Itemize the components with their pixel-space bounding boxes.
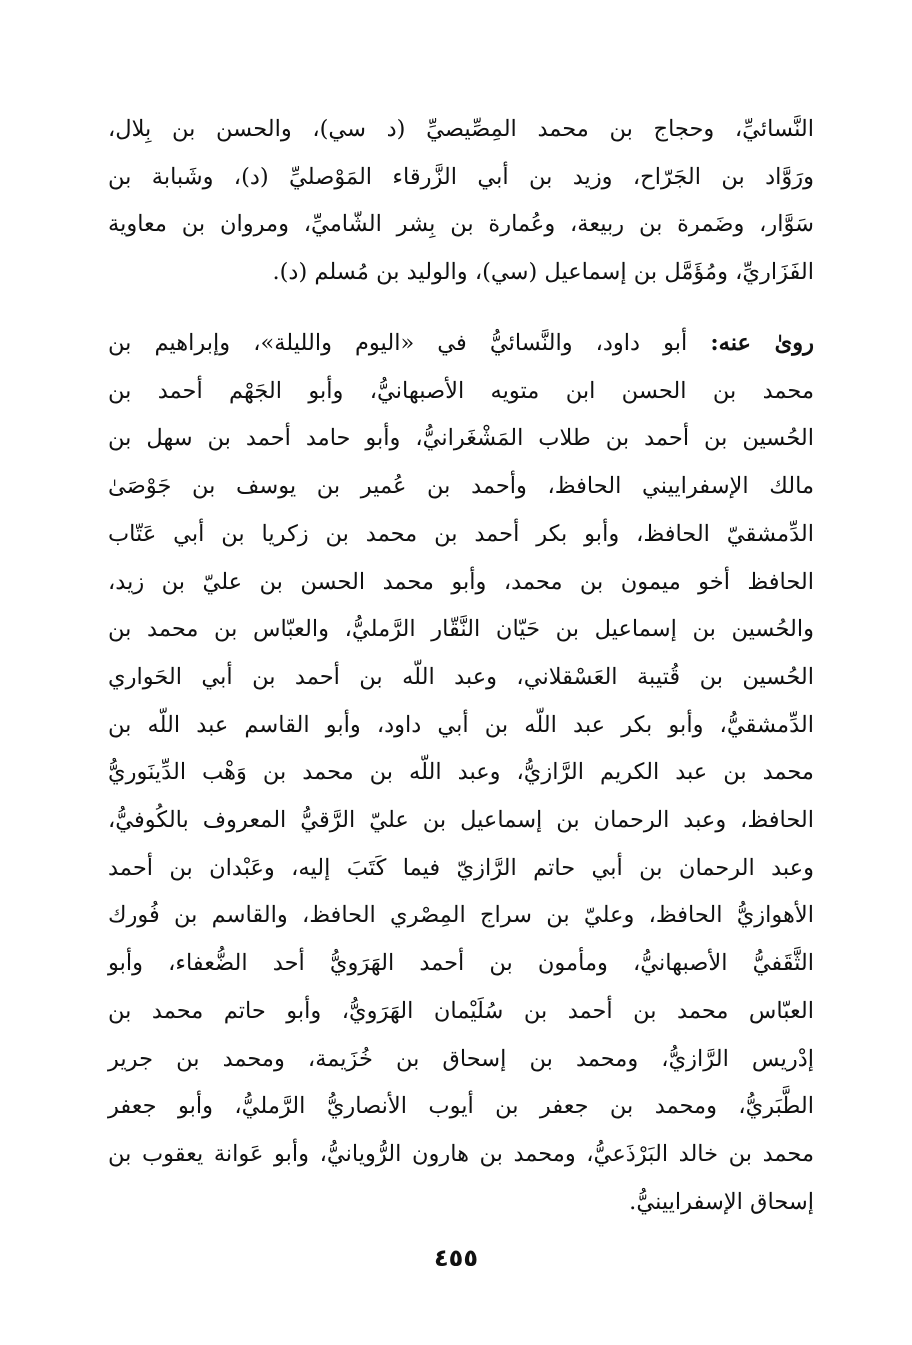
text-line: الدِّمشقيُّ، وأبو بكر عبد اللّه بن أبي داود، وأبو القاسم عبد اللّه بن xyxy=(108,711,814,738)
paragraph-narrators xyxy=(108,320,814,1226)
text-line: ورَوَّاد بن الجَرّاح، وزيد بن أبي الزَّرقاء المَوْصليِّ (د)، وشَبابة بن xyxy=(108,163,814,190)
text-line: وعبد الرحمان بن أبي حاتم الرَّازيّ فيما كَتَبَ إليه، وعَبْدان بن أحمد xyxy=(108,854,814,881)
text-line: إسحاق الإسفرايينيُّ. xyxy=(629,1188,814,1215)
text-line: الحُسين بن قُتيبة العَسْقلاني، وعبد اللّه بن أحمد بن أبي الحَواري xyxy=(108,663,814,690)
paragraph-teachers xyxy=(108,106,814,297)
section-lead: روىٰ عنه: xyxy=(710,330,814,356)
text-line: سَوَّار، وضَمرة بن ربيعة، وعُمارة بن بِشر الشّاميِّ، ومروان بن معاوية xyxy=(108,211,814,238)
text-line: الحافظ، وعبد الرحمان بن إسماعيل بن عليّ الرَّقيُّ المعروف بالكُوفيُّ، xyxy=(108,807,814,834)
text-line xyxy=(108,320,814,368)
text-line: الطَّبَريُّ، ومحمد بن جعفر بن أيوب الأنصاريُّ الرَّمليُّ، وأبو جعفر xyxy=(108,1093,814,1120)
text-line: الدِّمشقيّ الحافظ، وأبو بكر أحمد بن محمد بن زكريا بن أبي عَتّاب xyxy=(108,520,814,547)
text-line: إدْريس الرَّازيُّ، ومحمد بن إسحاق بن خُزَيمة، ومحمد بن جرير xyxy=(108,1045,814,1072)
text-line: والحُسين بن إسماعيل بن حَيّان النَّقّار الرَّمليُّ، والعبّاس بن محمد بن xyxy=(108,616,814,643)
text-line: محمد بن الحسن ابن متويه الأصبهانيُّ، وأبو الجَهْم أحمد بن xyxy=(108,377,814,404)
text-line: الفَزَاريِّ، ومُؤَمَّل بن إسماعيل (سي)، والوليد بن مُسلم (د). xyxy=(272,259,814,286)
text-line: مالك الإسفراييني الحافظ، وأحمد بن عُمير بن يوسف بن جَوْصَىٰ xyxy=(108,473,814,500)
text-line: محمد بن خالد البَرْذَعيُّ، ومحمد بن هارون الرُّويانيُّ، وأبو عَوانة يعقوب بن xyxy=(108,1140,814,1167)
text-line: النَّسائيِّ، وحجاج بن محمد المِصِّيصيِّ (د سي)، والحسن بن بِلال، xyxy=(108,116,814,142)
text-line: العبّاس محمد بن أحمد بن سُلَيْمان الهَرَويُّ، وأبو حاتم محمد بن xyxy=(108,997,814,1024)
text-line: الأهوازيُّ الحافظ، وعليّ بن سراج المِصْري الحافظ، والقاسم بن فُورك xyxy=(108,902,814,929)
text-line-content: أبو داود، والنَّسائيُّ في «اليوم والليلة»، وإبراهيم بن xyxy=(108,330,688,356)
text-line: محمد بن عبد الكريم الرَّازيُّ، وعبد اللّه بن محمد بن وَهْب الدِّينَوريُّ xyxy=(108,759,814,786)
text-line: الثَّقَفيُّ الأصبهانيُّ، ومأمون بن أحمد الهَرَويُّ أحد الضُّعفاء، وأبو xyxy=(108,950,814,977)
text-line: الحُسين بن أحمد بن طلاب المَشْغَرانيُّ، وأبو حامد أحمد بن سهل بن xyxy=(108,425,814,452)
page-number: ٤٥٥ xyxy=(434,1244,478,1272)
text-line: الحافظ أخو ميمون بن محمد، وأبو محمد الحسن بن عليّ بن زيد، xyxy=(108,568,814,595)
